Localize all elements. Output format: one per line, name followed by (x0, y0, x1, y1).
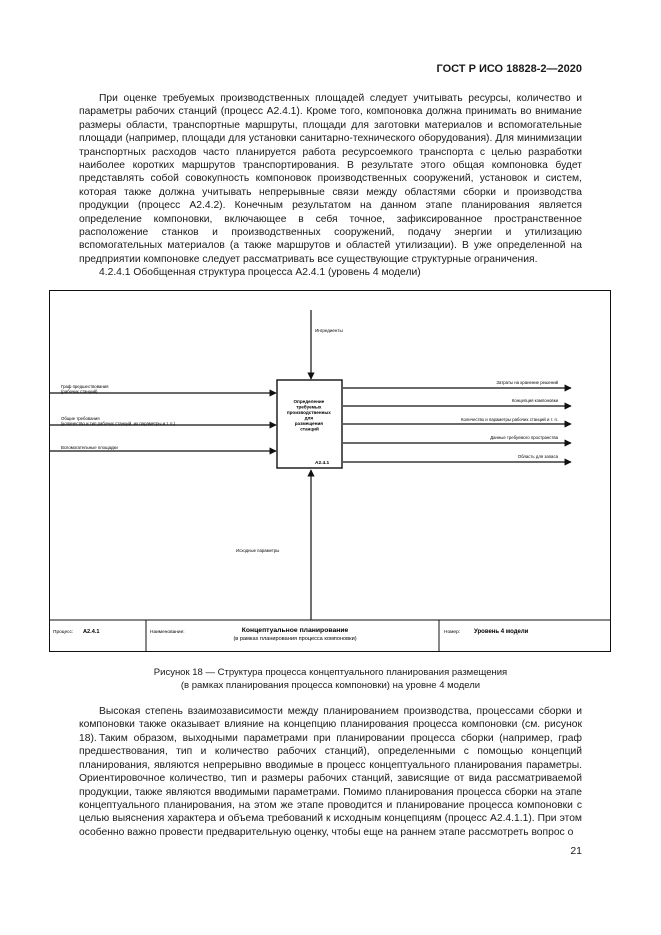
paragraph-output-parameters: Таким образом, выходными параметрами при планировании процесса сборки (например, граф предшествования, тип и количество рабочих станций), определенными с помощью концепций планирования, являются непрерывно вводимые в процесс концептуального планирования параметры. Ориентировочное количество, тип и размеры рабочих станций, зависящие от вида рассматриваемой продукции, также являются вводимыми параметрами. Помимо планирования процесса сборки на этапе концептуального планирования, на этом же этапе проводится и планирование процесса компоновки с целью выяснения характера и объема требований к исходным концепциям (процесс А2.4.1.1). При этом особенно важно провести предварительную оценку, чтобы еще на раннем этапе рассмотреть вопрос о (79, 733, 582, 838)
box-text-5: размещения (294, 421, 323, 426)
box-text-2: требуемых (296, 404, 322, 410)
figure-caption-line-1: Рисунок 18 — Структура процесса концептуального планирования размещения (153, 667, 508, 678)
output-5-label: Область для запаса (517, 454, 558, 459)
number-label: Номер: (444, 630, 461, 635)
section-heading: 4.2.4.1 Обобщенная структура процесса А2.4.1 (уровень 4 модели) (99, 267, 421, 278)
page-header: ГОСТ Р ИСО 18828-2—2020 (436, 63, 582, 75)
paragraph-interdependence: Высокая степень взаимозависимости между планированием производства, процессами сборки и компоновки также оказывает влияние на концепцию планирования процесса компоновки (см. рисунок 18). (79, 706, 582, 744)
mechanism-label: Исходные параметры (236, 548, 280, 553)
input-1-sublabel: (рабочих станций) (61, 389, 98, 394)
page-number: 21 (570, 845, 582, 857)
diagram-title: Концептуальное планирование (241, 627, 349, 634)
box-text-6: станций (300, 426, 319, 432)
node-label: Процесс: (53, 630, 74, 635)
input-3-label: Вспомогательные площадки (61, 445, 118, 450)
box-text-1: Определение (293, 399, 325, 404)
box-text-3: производственных (286, 410, 331, 415)
figure-caption-line-2: (в рамках планирования процесса компоновки) на уровне 4 модели (180, 680, 481, 691)
paragraph-areas: При оценке требуемых производственных площадей следует учитывать ресурсы, количество и параметры рабочих станций (процесс А2.4.1). Кроме того, компоновка должна принимать во внимание размеры области, транспортные маршруты, площади для заготовки материалов и вспомогательные площади (например, площади для установки санитарно-технического оборудования). Для минимизации транспортных расходов часто планируется работа ресурсоемкого транспорта с целью разработки наиболее коротких маршрутов транспортирования. В результате этого общая компоновка будет представлять собой совокупность компоновок производственных сооружений, установок и систем, которая также должна учитывать непрерывные связи между областями сборки и производства продукции (процесс А2.4.2). Конечным результатом на данном этапе планирования является определение компоновки, включающее в себя точное, зафиксированное пространственное расположение станков и производственных сооружений, подачу энергии и утилизацию вспомогательных материалов (а также маршрутов и областей утилизации). В уже определенной на предприятии компоновке следует рассматривать все существующие структурные ограничения. (79, 93, 582, 265)
input-2-label: Общие требования (61, 416, 100, 421)
number-value: Уровень 4 модели (474, 629, 529, 635)
box-text-4: для (304, 415, 314, 421)
input-2-sublabel: (количество и тип рабочих станций, их параметры и т. п.) (61, 421, 176, 426)
figure-caption (79, 666, 582, 692)
title-label: Наименование: (150, 630, 185, 635)
node-value: А2.4.1 (83, 629, 100, 635)
diagram-subtitle: (в рамках планирования процесса компоновки) (233, 636, 357, 642)
output-2-label: Концепция компоновки (511, 398, 558, 403)
output-3-label: Количество и параметры рабочих станций и т. п. (461, 417, 558, 422)
control-label: Ингредиенты (315, 328, 343, 333)
output-1-label: Затраты на хранение решений (496, 380, 558, 385)
output-4-label: Данные требуемого пространства (490, 435, 558, 440)
input-1-label: Граф предшествования (61, 384, 109, 389)
idef0-diagram (49, 290, 611, 652)
box-id: A2.4.1 (315, 461, 330, 466)
